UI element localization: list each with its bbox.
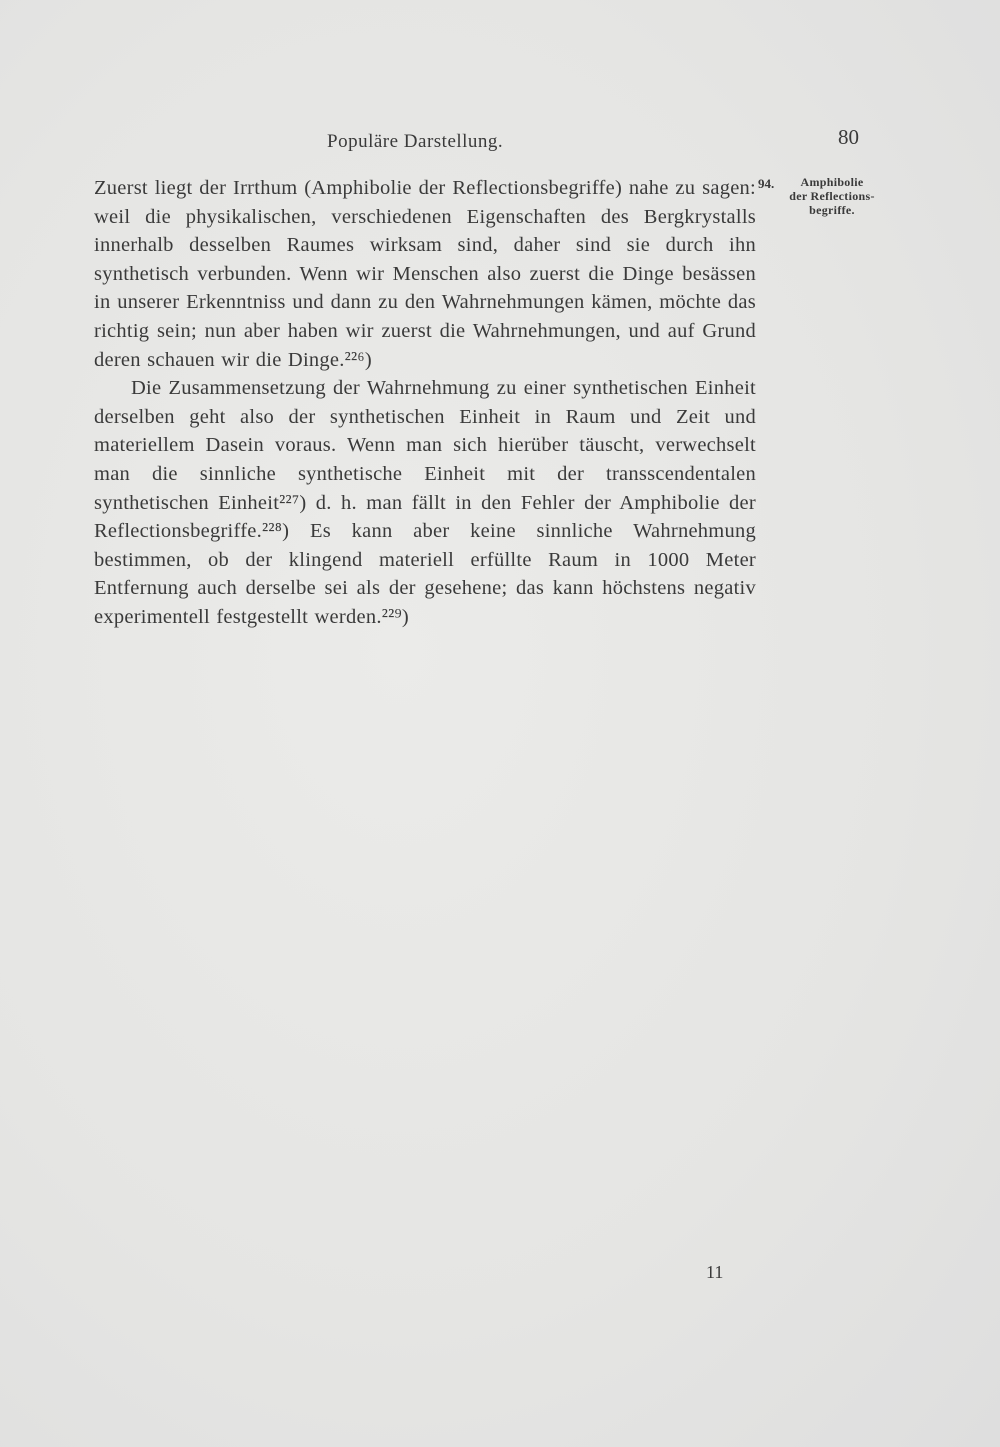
marginal-note: [784, 175, 880, 217]
paragraph-1: Zuerst liegt der Irrthum (Amphibolie der Reflectionsbegriffe) nahe zu sagen: weil die physikalischen, verschiedenen Eigenschaften des Bergkrystalls innerhalb desselben Raumes wirksam sind, daher sind sie durch ihn synthetisch verbunden. Wenn wir Menschen also zuerst die Dinge besässen in unserer Erkenntniss und dann zu den Wahrnehmungen kämen, möchte das richtig sein; nun aber haben wir zuerst die Wahrnehmungen, und auf Grund deren schauen wir die Dinge.²²⁶): [94, 177, 756, 371]
marginal-note-line-2: der Reflections-: [789, 189, 875, 203]
body-text: [94, 174, 756, 632]
section-number: 94.: [758, 176, 775, 191]
marginal-note-line-3: begriffe.: [809, 203, 855, 217]
signature-mark: 11: [706, 1262, 724, 1282]
marginal-note-line-1: Amphibolie: [800, 175, 864, 189]
page-number: 80: [838, 125, 859, 149]
running-title: Populäre Darstellung.: [327, 131, 504, 152]
paragraph-2: Die Zusammensetzung der Wahrnehmung zu einer synthetischen Einheit derselben geht also der synthetischen Einheit in Raum und Zeit und materiellem Dasein voraus. Wenn man sich hierüber täuscht, verwechselt man die sinnliche synthetische Einheit mit der transscendentalen synthetischen Einheit²²⁷) d. h. man fällt in den Fehler der Amphibolie der Reflectionsbegriffe.²²⁸) Es kann aber keine sinnliche Wahrnehmung bestimmen, ob der klingend materiell erfüllte Raum in 1000 Meter Entfernung auch derselbe sei als der gesehene; das kann höchstens negativ experimentell festgestellt werden.²²⁹): [94, 377, 756, 628]
